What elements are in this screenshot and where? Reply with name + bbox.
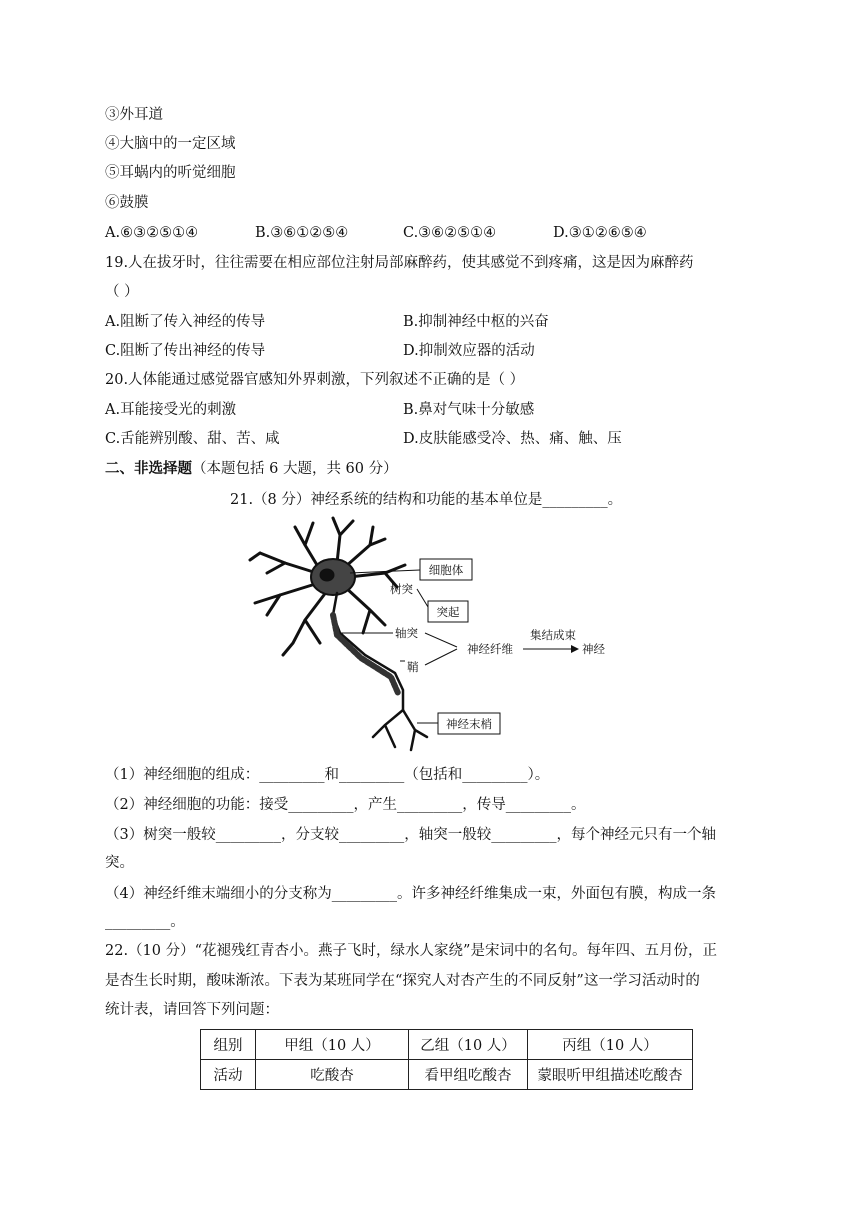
q19-stem: 19.人在拔牙时，往往需要在相应部位注射局部麻醉药，使其感觉不到疼痛，这是因为麻醉药 <box>105 255 694 271</box>
q21-stem: 21.（8 分）神经系统的结构和功能的基本单位是_________。 <box>230 492 623 508</box>
label-axon: 轴突 <box>395 626 418 640</box>
q20-option-d: D.皮肤能感受冷、热、痛、触、压 <box>403 431 622 447</box>
q18-item-6: ⑥鼓膜 <box>105 195 149 211</box>
q22-line-1: 22.（10 分）“花褪残红青杏小。燕子飞时，绿水人家绕”是宋词中的名句。每年四、五月份，正 <box>105 943 717 959</box>
table-row <box>201 1060 693 1090</box>
q22-stats-table <box>200 1029 693 1090</box>
q19-paren: （ ） <box>105 284 139 300</box>
label-cell-body: 细胞体 <box>428 563 464 577</box>
q18-item-4: ④大脑中的一定区域 <box>105 136 236 152</box>
section-note: （本题包括 6 大题，共 60 分） <box>192 461 398 477</box>
label-bundle: 集结成束 <box>530 628 576 642</box>
q18-option-b: B.③⑥①②⑤④ <box>255 225 349 241</box>
diagram-labels <box>340 559 605 734</box>
q18-item-5: ⑤耳蜗内的听觉细胞 <box>105 165 236 181</box>
q19-option-b: B.抑制神经中枢的兴奋 <box>403 314 549 330</box>
q20-option-c: C.舌能辨别酸、甜、苦、咸 <box>105 431 280 447</box>
label-process: 突起 <box>436 605 460 619</box>
label-nerve-ending: 神经末梢 <box>446 717 492 731</box>
neuron-diagram <box>245 515 625 755</box>
q21-sub-4: （4）神经纤维末端细小的分支称为_________。许多神经纤维集成一束，外面包有膜，构成一条 <box>105 886 716 902</box>
q21-sub-3-cont: 突。 <box>105 855 134 871</box>
table-cell: 蒙眼听甲组描述吃酸杏 <box>528 1060 693 1090</box>
table-cell: 乙组（10 人） <box>409 1030 528 1060</box>
q22-line-2: 是杏生长时期，酸味渐浓。下表为某班同学在“探究人对杏产生的不同反射”这一学习活动时的 <box>105 973 700 989</box>
table-cell: 丙组（10 人） <box>528 1030 693 1060</box>
label-nerve-fiber: 神经纤维 <box>467 642 513 656</box>
q20-option-b: B.鼻对气味十分敏感 <box>403 402 535 418</box>
q18-option-a: A.⑥③②⑤①④ <box>105 225 199 241</box>
q21-sub-4-cont: _________。 <box>105 914 185 930</box>
q20-stem: 20.人体能通过感觉器官感知外界刺激，下列叙述不正确的是（ ） <box>105 372 525 388</box>
q18-option-d: D.③①②⑥⑤④ <box>553 225 647 241</box>
label-dendrite: 树突 <box>390 582 413 596</box>
q19-option-d: D.抑制效应器的活动 <box>403 343 535 359</box>
section-heading <box>105 459 398 479</box>
q18-item-3: ③外耳道 <box>105 107 163 123</box>
table-header-row <box>201 1030 693 1060</box>
q18-option-c: C.③⑥②⑤①④ <box>403 225 497 241</box>
q21-sub-1: （1）神经细胞的组成：_________和_________（包括和_________）。 <box>105 767 550 783</box>
table-cell: 组别 <box>201 1030 256 1060</box>
q19-option-c: C.阻断了传出神经的传导 <box>105 343 266 359</box>
q21-sub-2: （2）神经细胞的功能：接受_________，产生_________，传导_________。 <box>105 797 586 813</box>
q22-line-3: 统计表，请回答下列问题： <box>105 1002 279 1018</box>
q21-sub-3: （3）树突一般较_________，分支较_________，轴突一般较_________，每个神经元只有一个轴 <box>105 827 716 843</box>
section-title: 二、非选择题 <box>105 460 192 477</box>
table-cell: 吃酸杏 <box>256 1060 409 1090</box>
q20-option-a: A.耳能接受光的刺激 <box>105 402 237 418</box>
table-cell: 看甲组吃酸杏 <box>409 1060 528 1090</box>
table-cell: 活动 <box>201 1060 256 1090</box>
table-cell: 甲组（10 人） <box>256 1030 409 1060</box>
label-sheath: 鞘 <box>407 660 419 674</box>
q19-option-a: A.阻断了传入神经的传导 <box>105 314 266 330</box>
label-nerve: 神经 <box>582 642 605 656</box>
